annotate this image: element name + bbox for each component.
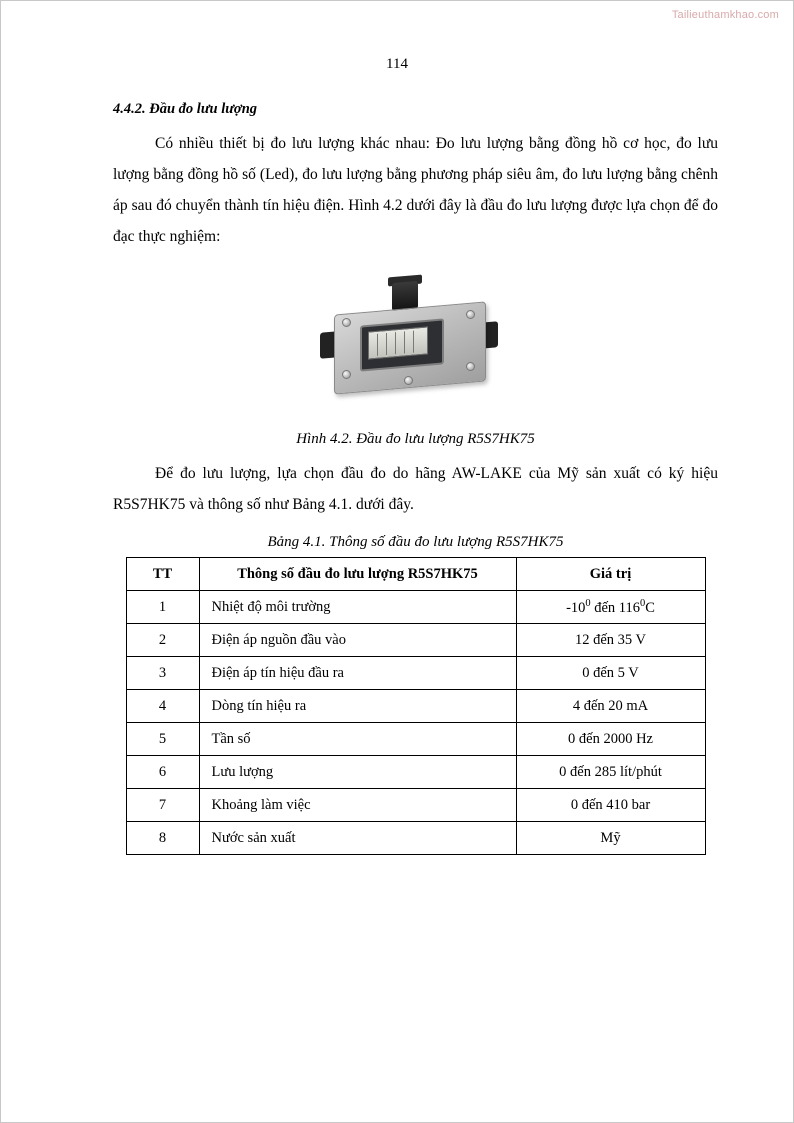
connector-shape — [392, 281, 418, 311]
table-header-row — [126, 558, 705, 591]
cell-index: 6 — [126, 756, 199, 789]
header-parameter: Thông số đầu đo lưu lượng R5S7HK75 — [199, 558, 516, 591]
table-row — [126, 789, 705, 822]
cell-parameter: Khoảng làm việc — [199, 789, 516, 822]
paragraph-2: Để đo lưu lượng, lựa chọn đầu đo do hãng AW-LAKE của Mỹ sản xuất có ký hiệu R5S7HK75 và thông số như Bảng 4.1. dưới đây. — [113, 465, 718, 513]
table-row — [126, 822, 705, 855]
cell-index: 4 — [126, 690, 199, 723]
table-caption: Bảng 4.1. Thông số đầu đo lưu lượng R5S7HK75 — [267, 534, 564, 550]
table-row — [126, 690, 705, 723]
cell-value: 0 đến 285 lít/phút — [516, 756, 705, 789]
watermark-text: Tailieuthamkhao.com — [671, 9, 779, 21]
cell-index: 3 — [126, 657, 199, 690]
cell-value: 0 đến 410 bar — [516, 789, 705, 822]
cell-parameter: Nhiệt độ môi trường — [199, 591, 516, 624]
cell-index: 5 — [126, 723, 199, 756]
page-content — [113, 101, 718, 855]
page-number: 114 — [386, 56, 408, 72]
cell-index: 2 — [126, 624, 199, 657]
table-row — [126, 591, 705, 624]
flow-meter-photo — [316, 266, 516, 416]
header-value: Giá trị — [516, 558, 705, 591]
cell-index: 1 — [126, 591, 199, 624]
cell-parameter: Điện áp nguồn đầu vào — [199, 624, 516, 657]
meter-dial-shape — [368, 326, 428, 359]
figure-block — [113, 266, 718, 448]
header-index: TT — [126, 558, 199, 591]
figure-caption: Hình 4.2. Đầu đo lưu lượng R5S7HK75 — [296, 431, 535, 447]
cell-value: 0 đến 5 V — [516, 657, 705, 690]
table-row — [126, 624, 705, 657]
cell-parameter: Dòng tín hiệu ra — [199, 690, 516, 723]
cell-value: $-10^0$ đến $116^0C$ — [516, 591, 705, 624]
cell-parameter: Điện áp tín hiệu đầu ra — [199, 657, 516, 690]
cell-parameter: Tần số — [199, 723, 516, 756]
specification-table — [126, 557, 706, 855]
section-heading: 4.4.2. Đầu đo lưu lượng — [113, 101, 258, 117]
table-row — [126, 657, 705, 690]
cell-value: 4 đến 20 mA — [516, 690, 705, 723]
table-row — [126, 756, 705, 789]
cell-value: 12 đến 35 V — [516, 624, 705, 657]
cell-index: 7 — [126, 789, 199, 822]
cell-index: 8 — [126, 822, 199, 855]
cell-parameter: Lưu lượng — [199, 756, 516, 789]
cell-value: Mỹ — [516, 822, 705, 855]
cell-parameter: Nước sản xuất — [199, 822, 516, 855]
cell-value: 0 đến 2000 Hz — [516, 723, 705, 756]
table-row — [126, 723, 705, 756]
paragraph-1: Có nhiều thiết bị đo lưu lượng khác nhau: Đo lưu lượng bằng đồng hồ cơ học, đo lưu lượng bằng đồng hồ số (Led), đo lưu lượng bằng phương pháp siêu âm, đo lưu lượng bằng chênh áp sau đó chuyển thành tín hiệu điện. Hình 4.2 dưới đây là đầu đo lưu lượng được lựa chọn để đo đạc thực nghiệm: — [113, 135, 718, 245]
